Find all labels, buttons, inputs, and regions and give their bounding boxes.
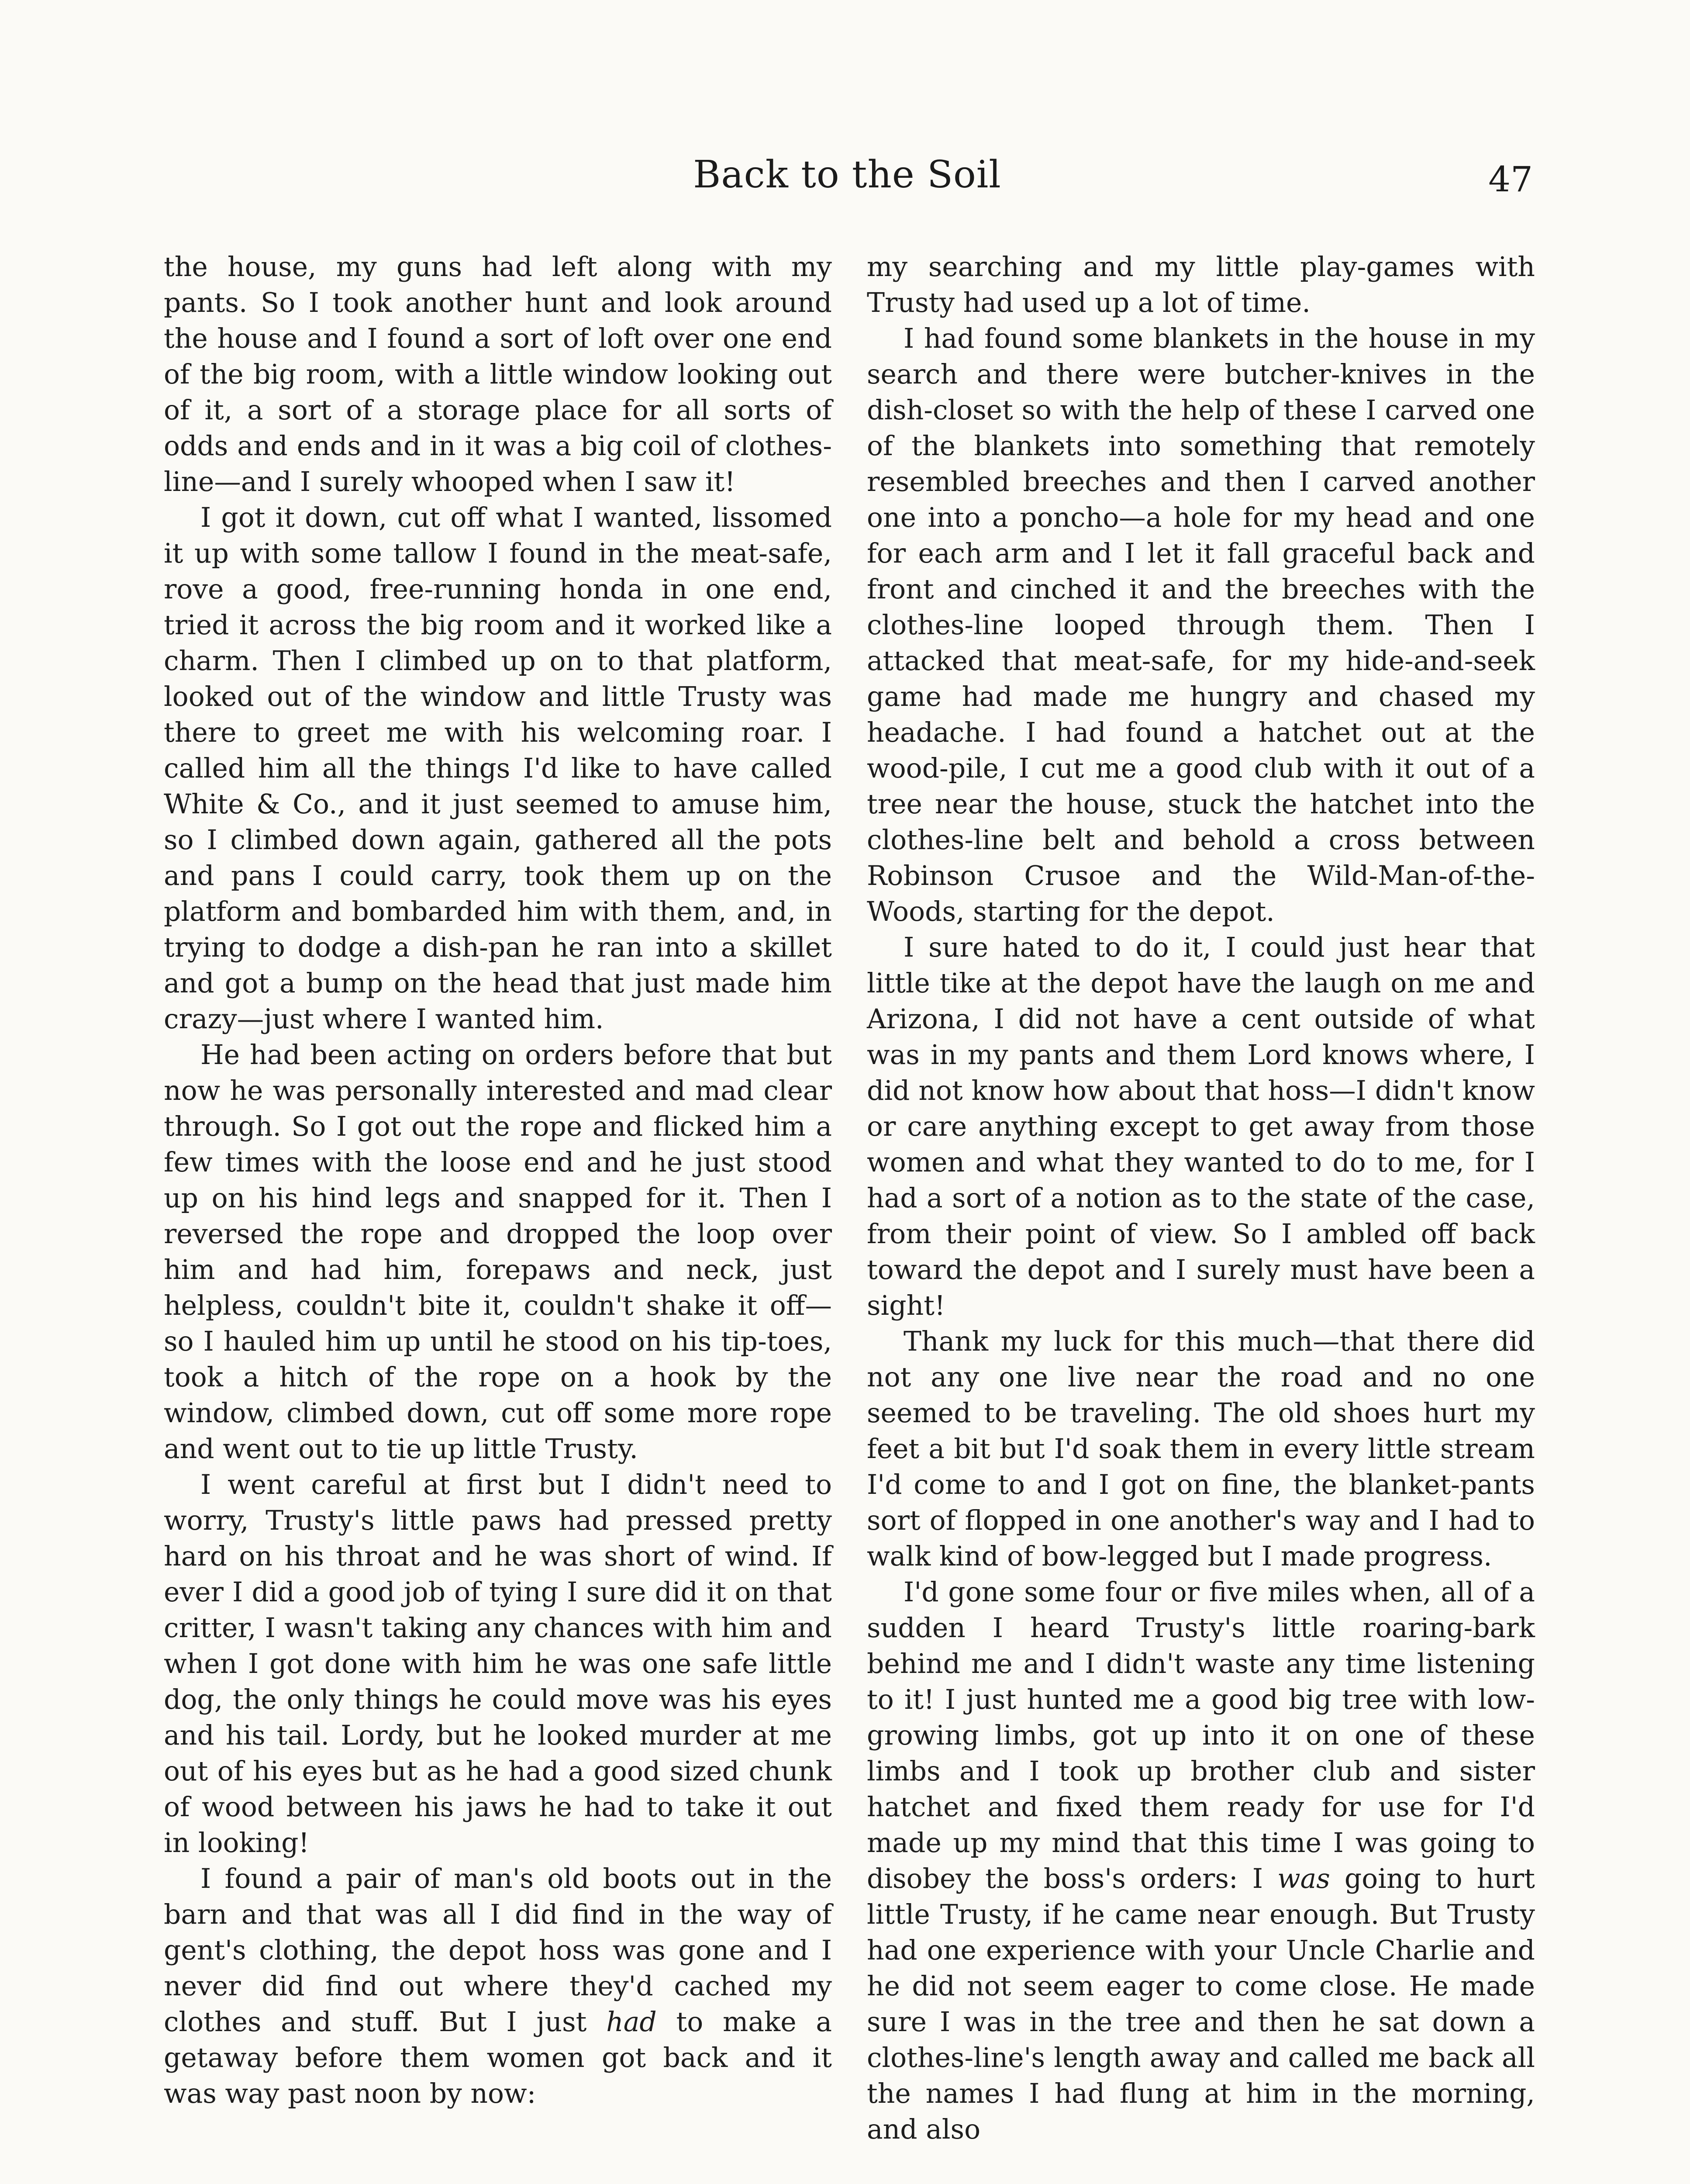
paragraph: my searching and my little play-games with Trusty had used up a lot of time. (867, 251, 1535, 318)
emphasis-text: was (1277, 1863, 1330, 1894)
text-run: I found a pair of man's old boots out in the barn and that was all I did find in the way of gent's clothing, the depot hoss was gone and I never did find out where they'd cached my clothes and stuff. But I just (164, 1863, 832, 2038)
paragraph (867, 1574, 1535, 2147)
paragraph (164, 1861, 832, 2111)
emphasis-text: had (606, 2006, 657, 2038)
left-column (164, 249, 832, 2111)
paragraph: I went careful at first but I didn't need to worry, Trusty's little paws had pressed pretty hard on his throat and he was short of wind. If ever I did a good job of tying I sure did it on that critter, I wasn't taking any chances with him and when I got done with him he was one safe little dog, the only things he could move was his eyes and his tail. Lordy, but he looked murder at me out of his eyes but as he had a good sized chunk of wood between his jaws he had to take it out in looking! (164, 1469, 832, 1859)
text-run: I'd gone some four or five miles when, all of a sudden I heard Trusty's little roaring-bark behind me and I didn't waste any time listening to it! I just hunted me a good big tree with low-growing limbs, got up into it on one of these limbs and I took up brother club and sister hatchet and fixed them ready for use for I'd made up my mind that this time I was going to disobey the boss's orders: I (867, 1576, 1535, 1894)
page-number: 47 (1488, 159, 1533, 200)
page-header (162, 153, 1533, 214)
paragraph: the house, my guns had left along with my pants. So I took another hunt and look around the house and I found a sort of loft over one end of the big room, with a little window looking out of it, a sort of a storage place for all sorts of odds and ends and in it was a big coil of clothes-line—and I surely whooped when I saw it! (164, 251, 832, 498)
paragraph: Thank my luck for this much—that there did not any one live near the road and no one seemed to be traveling. The old shoes hurt my feet a bit but I'd soak them in every little stream I'd come to and I got on fine, the blanket-pants sort of flopped in one another's way and I had to walk kind of bow-legged but I made progress. (867, 1326, 1535, 1572)
paragraph: He had been acting on orders before that but now he was personally interested and mad clear through. So I got out the rope and flicked him a few times with the loose end and he just stood up on his hind legs and snapped for it. Then I reversed the rope and dropped the loop over him and had him, forepaws and neck, just helpless, couldn't bite it, couldn't shake it off—so I hauled him up until he stood on his tip-toes, took a hitch of the rope on a hook by the window, climbed down, cut off some more rope and went out to tie up little Trusty. (164, 1039, 832, 1465)
right-column (867, 249, 1535, 2147)
running-title: Back to the Soil (693, 153, 1001, 197)
text-run: to make a getaway before them women got back and it was way past noon by now: (164, 2006, 832, 2109)
paragraph: I had found some blankets in the house in my search and there were butcher-knives in the dish-closet so with the help of these I carved one of the blankets into something that remotely resembled breeches and then I carved another one into a poncho—a hole for my head and one for each arm and I let it fall graceful back and front and cinched it and the breeches with the clothes-line looped through them. Then I attacked that meat-safe, for my hide-and-seek game had made me hungry and chased my headache. I had found a hatchet out at the wood-pile, I cut me a good club with it out of a tree near the house, stuck the hatchet into the clothes-line belt and behold a cross between Robinson Crusoe and the Wild-Man-of-the-Woods, starting for the depot. (867, 323, 1535, 927)
text-columns (164, 249, 1535, 2184)
text-run: going to hurt little Trusty, if he came near enough. But Trusty had one experience with your Uncle Charlie and he did not seem eager to come close. He made sure I was in the tree and then he sat down a clothes-line's length away and called me back all the names I had flung at him in the morning, and also (867, 1863, 1535, 2145)
paragraph: I sure hated to do it, I could just hear that little tike at the depot have the laugh on me and Arizona, I did not have a cent outside of what was in my pants and them Lord knows where, I did not know how about that hoss—I didn't know or care anything except to get away from those women and what they wanted to do to me, for I had a sort of a notion as to the state of the case, from their point of view. So I ambled off back toward the depot and I surely must have been a sight! (867, 932, 1535, 1321)
paragraph: I got it down, cut off what I wanted, lissomed it up with some tallow I found in the meat-safe, rove a good, free-running honda in one end, tried it across the big room and it worked like a charm. Then I climbed up on to that platform, looked out of the window and little Trusty was there to greet me with his welcoming roar. I called him all the things I'd like to have called White & Co., and it just seemed to amuse him, so I climbed down again, gathered all the pots and pans I could carry, took them up on the platform and bombarded him with them, and, in trying to dodge a dish-pan he ran into a skillet and got a bump on the head that just made him crazy—just where I wanted him. (164, 502, 832, 1035)
